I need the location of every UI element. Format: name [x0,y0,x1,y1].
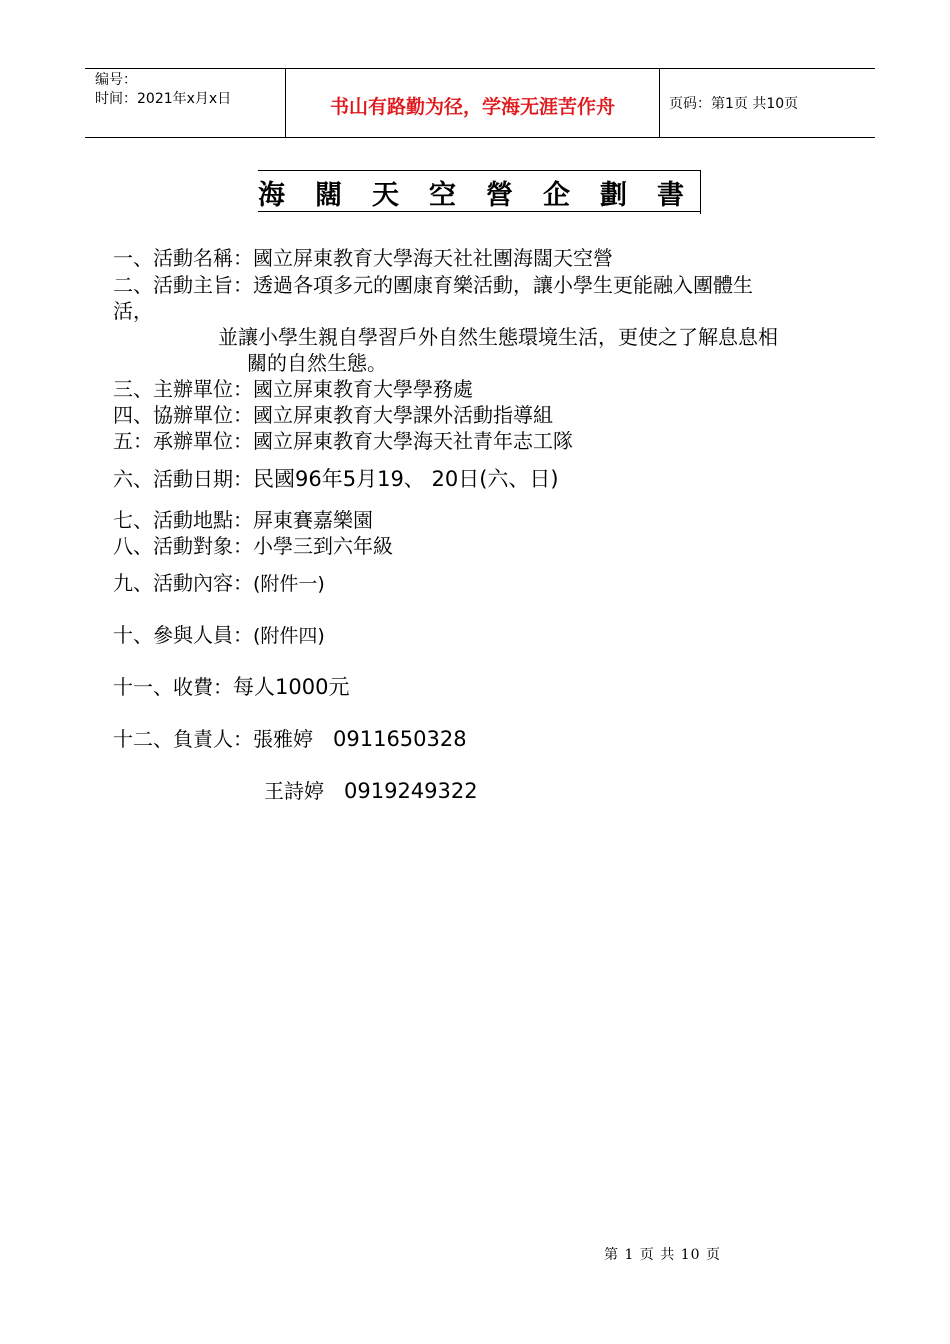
item-purpose-line3: 並讓小學生親自學習戶外自然生態環境生活，更使之了解息息相 [218,325,778,349]
header-page-info: 页码：第1页 共10页 [669,96,799,112]
contact1-phone: 0911650328 [333,727,467,751]
page-footer: 第 1 页 共 10 页 [604,1247,721,1263]
item-date-value: 民國96年5月19、 20日(六、日) [253,467,559,491]
item-fee [113,674,349,700]
title-underline [258,211,701,212]
item-date-label: 六、活動日期： [113,467,253,491]
document-time: 时间：2021年x月x日 [95,91,232,107]
item-purpose-line4: 關的自然生態。 [247,351,387,375]
item-purpose-line2: 活， [113,299,153,323]
contact2-phone: 0919249322 [344,779,478,803]
item-organizer: 三、主辦單位：國立屏東教育大學學務處 [113,377,473,401]
item-co-organizer: 四、協辦單位：國立屏東教育大學課外活動指導組 [113,403,553,427]
item-content [113,570,325,597]
item-executor: 五：承辦單位：國立屏東教育大學海天社青年志工隊 [113,429,573,453]
item-activity-name: 一、活動名稱：國立屏東教育大學海天社社團海闊天空營 [113,246,613,270]
item-audience: 八、活動對象：小學三到六年級 [113,534,393,558]
item-content-label: 九、活動內容： [113,571,253,595]
item-date [113,466,559,492]
page-title: 海闊天空營企劃書 [258,180,714,211]
contact1-name: 張雅婷 [253,727,313,751]
item-location: 七、活動地點：屏東賽嘉樂園 [113,508,373,532]
document-number: 编号： [95,72,137,88]
item-fee-value: 每人1000元 [233,675,350,699]
header-right-cell [660,69,875,137]
item-staff-value: (附件四) [253,625,325,647]
header-left-cell [85,69,286,137]
item-staff [113,622,325,649]
title-box [258,170,714,214]
item-contact-label: 十二、負責人： [113,727,253,751]
item-purpose-line1: 二、活動主旨：透過各項多元的團康育樂活動，讓小學生更能融入團體生 [113,273,753,297]
header-slogan: 书山有路勤为径，学海无涯苦作舟 [329,96,615,118]
item-contact1 [113,726,467,752]
item-content-value: (附件一) [253,573,325,595]
header-middle-cell [286,69,660,137]
document-header [85,68,875,138]
contact2-name: 王詩婷 [264,779,324,803]
item-contact2 [264,778,478,804]
item-fee-label: 十一、收費： [113,675,233,699]
item-staff-label: 十、參與人員： [113,623,253,647]
